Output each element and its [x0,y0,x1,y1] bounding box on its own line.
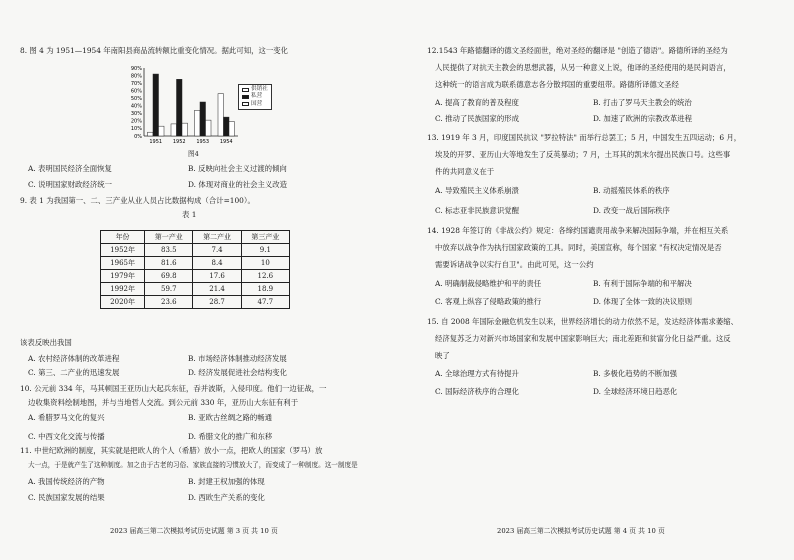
q12-option-b[interactable]: B. 打击了罗马天主教会的统治 [593,98,692,107]
q15-line2: 经济复苏乏力对新兴市场国家和发展中国家影响巨大；南北差距和贫富分化日益严重。这反 [435,334,731,343]
q8-option-d[interactable]: D. 体现对商业的社会主义改造 [188,180,288,189]
page-footer: 2023 届高三第二次模拟考试历史试题 第 4 页 共 10 页 [497,527,665,535]
y-tick-label: 70% [130,80,142,87]
bar-供销社-1953 [195,110,201,136]
table-row: 1979年 69.8 17.6 12.6 [101,270,290,283]
bar-供销社-1954 [218,94,224,136]
q13-line1: 13. 1919 年 3 月，印度国民抗议 "罗拉特法" 而举行总罢工；5 月，中国发生五四运动；6 月， [427,133,742,142]
q11-option-d[interactable]: D. 西欧生产关系的变化 [188,493,265,502]
bar-供销社-1951 [148,132,154,136]
figure-label: 图4 [188,150,199,158]
q11-option-a[interactable]: A. 我国传统经济的产物 [28,477,105,486]
q15-option-b[interactable]: B. 多极化趋势的不断加强 [593,369,678,378]
x-tick-label: 1951 [149,139,163,145]
legend-entry [242,101,268,108]
bar-国营-1952 [182,123,188,136]
q9-option-a[interactable]: A. 农村经济体制的改革进程 [28,354,120,363]
bar-chart [122,60,242,148]
y-tick-label: 20% [130,118,142,125]
bar-国营-1953 [206,120,212,136]
q13-option-c[interactable]: C. 标志亚非民族意识觉醒 [435,206,519,215]
chart-legend [238,84,272,110]
y-tick-label: 60% [130,88,142,95]
y-tick-label: 0% [134,133,142,140]
q13-line3: 件的共同意义在于 [435,167,495,176]
q8-option-c[interactable]: C. 说明国家财政经济统一 [28,180,112,189]
table-header: 第二产业 [193,231,241,244]
q11-line2: 大一点，于是就产生了这种制度。加之由于古老的习俗、家族直接的习惯放大了，而变成了一种制度。这一制度是 [28,461,358,469]
q14-option-a[interactable]: A. 明确制裁侵略维护和平的责任 [435,279,542,288]
table-header: 第三产业 [241,231,289,244]
y-tick-label: 30% [130,111,142,118]
y-tick-label: 40% [130,103,142,110]
table-row: 1952年 83.5 7.4 9.1 [101,244,290,257]
q14-option-c[interactable]: C. 客观上纵容了侵略政策的推行 [435,297,542,306]
q9-option-c[interactable]: C. 第三、二产业的迅速发展 [28,368,120,377]
q14-line1: 14. 1928 年签订的《非战公约》规定：各缔约国谴责用战争来解决国际争端，并在相互关系 [427,226,729,235]
q12-line2: 人民提供了对抗天主教会的思想武器，从另一种意义上说，他译的圣经使用的是民间语言， [435,63,731,72]
page-footer: 2023 届高三第二次模拟考试历史试题 第 3 页 共 10 页 [110,527,278,535]
q15-line1: 15. 自 2008 年国际金融危机发生以来，世界经济增长的动力依然不足，发达经济体需求萎缩、 [427,317,739,326]
bar-国营-1954 [229,122,235,136]
q8-option-b[interactable]: B. 反映向社会主义过渡的倾向 [188,164,287,173]
q9-option-b[interactable]: B. 市场经济体制推动经济发展 [188,354,287,363]
q12-line1: 12.1543 年路德翻译的德文圣经面世，绝对圣经的翻译是 "创造了德语"。路德所译的圣经为 [427,46,728,55]
legend-label: 供销社 [251,86,268,92]
q13-option-a[interactable]: A. 导致殖民主义体系崩溃 [435,186,519,195]
q14-option-b[interactable]: B. 有利于国际争端的和平解决 [593,279,692,288]
legend-label: 私营 [251,93,263,100]
q10-option-b[interactable]: B. 亚欧古丝绸之路的畅通 [188,413,273,422]
table-row: 1992年 59.7 21.4 18.9 [101,283,290,296]
x-tick-label: 1952 [172,139,186,145]
table-row: 1965年 81.6 8.4 10 [101,257,290,270]
q15-line3: 映了 [435,351,450,360]
legend-label: 国营 [251,100,263,107]
q11-line1: 11. 中世纪欧洲的制度，其实就是把欧人的个人（希腊）放小一点，把欧人的国家（罗马）放 [20,446,323,455]
q13-option-d[interactable]: D. 改变一战后国际秩序 [593,206,670,215]
y-tick-label: 80% [130,73,142,80]
q15-option-c[interactable]: C. 国际经济秩序的合理化 [435,387,519,396]
q9-stem: 9. 表 1 为我国第一、二、三产业从业人员占比数据构成（合计=100）。 [20,196,255,205]
legend-swatch [242,88,249,92]
table-header: 年份 [101,231,145,244]
q11-option-c[interactable]: C. 民族国家发展的结果 [28,493,105,502]
q14-line2: 中放弃以战争作为执行国家政策的工具。同时，美国宣称，每个国家 "有权决定情况是否 [435,243,722,252]
x-tick-label: 1953 [196,139,210,145]
y-tick-label: 10% [130,126,142,133]
right-page [397,0,794,560]
q11-option-b[interactable]: B. 封建王权加强的体现 [188,477,265,486]
legend-entry [242,93,268,100]
q10-option-c[interactable]: C. 中西文化交流与传播 [28,432,105,441]
q12-option-c[interactable]: C. 推动了民族国家的形成 [435,114,519,123]
q8-option-a[interactable]: A. 表明国民经济全面恢复 [28,164,112,173]
q14-line3: 需要诉诸战争以实行自卫"。由此可见，这一公约 [435,260,594,269]
q8-stem: 8. 图 4 为 1951—1954 年南阳县商品流转额比重变化情况。据此可知，这一变化 [20,46,289,55]
q15-option-a[interactable]: A. 全球治理方式有待提升 [435,369,519,378]
data-table [100,230,290,309]
bar-私营-1951 [153,74,159,136]
q14-option-d[interactable]: D. 体现了全体一致的决议原则 [593,297,693,306]
y-tick-label: 50% [130,96,142,103]
table-title: 表 1 [182,210,197,219]
y-tick-label: 90% [130,65,142,72]
q10-line2: 边收集资料绘制地图，并与当地哲人交流。到公元前 330 年，亚历山大东征有利于 [28,398,299,407]
q13-line2: 埃及的开罗、亚历山大等地发生了反英暴动；7 月，土耳其的凯末尔提出民族口号。这些事 [435,150,731,159]
bar-私营-1952 [177,79,183,136]
q10-option-a[interactable]: A. 希腊罗马文化的复兴 [28,413,105,422]
chart-bars [148,74,235,136]
q13-option-b[interactable]: B. 动摇殖民体系的秩序 [593,186,670,195]
bar-私营-1954 [224,117,230,136]
bar-供销社-1952 [171,124,177,136]
q9-option-d[interactable]: D. 经济发展促进社会结构变化 [188,368,288,377]
bar-国营-1951 [159,126,165,136]
bar-私营-1953 [200,102,206,136]
q9-after: 该表反映出我国 [20,338,72,347]
table-header-row [101,231,290,244]
q12-line3: 这种统一的语言成为联系德意志各分散邦国的重要纽带。路德所译德文圣经 [435,80,679,89]
legend-swatch [242,95,249,99]
table-row: 2020年 23.6 28.7 47.7 [101,296,290,309]
q12-option-a[interactable]: A. 提高了教育的普及程度 [435,98,519,107]
table-header: 第一产业 [145,231,193,244]
legend-swatch [242,102,249,106]
q12-option-d[interactable]: D. 加速了欧洲的宗教改革进程 [593,114,693,123]
q10-option-d[interactable]: D. 希腊文化的推广和东移 [188,432,273,441]
q10-line1: 10. 公元前 334 年，马其顿国王亚历山大起兵东征，吞并波斯，入侵印度。他们一边征战，一 [20,384,327,393]
q15-option-d[interactable]: D. 全球经济环境日趋恶化 [593,387,678,396]
x-tick-label: 1954 [219,139,233,145]
